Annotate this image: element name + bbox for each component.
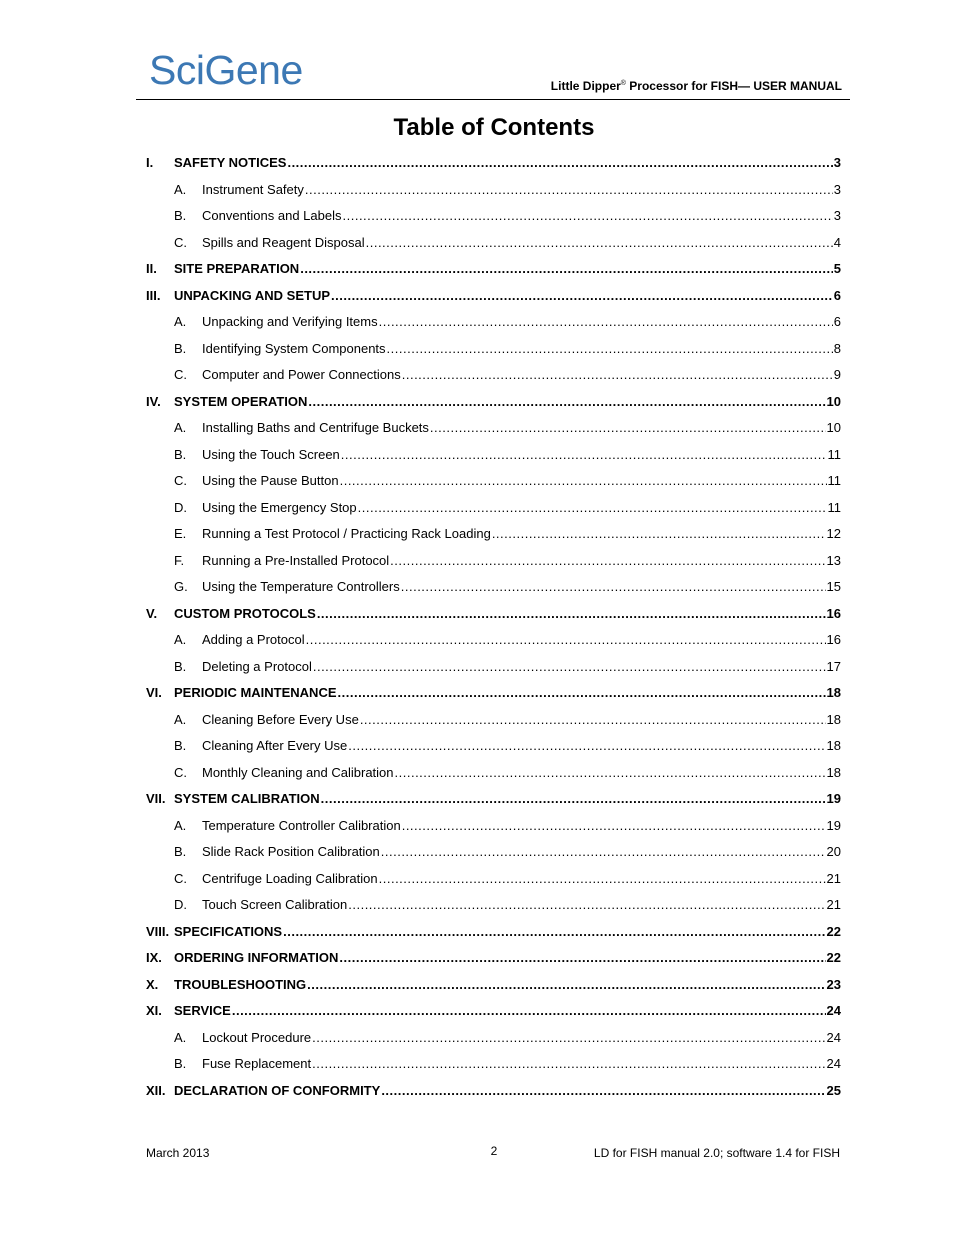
toc-entry-number: A. [174,632,187,647]
toc-entry-page: 24 [826,1056,841,1071]
toc-entry-page: 15 [826,579,841,594]
toc-dot-leader [331,283,833,310]
toc-dot-leader [312,1025,825,1052]
toc-entry-page: 16 [826,605,841,621]
toc-entry-number: VI. [146,685,162,700]
toc-dot-leader [379,866,826,893]
toc-entry-number: B. [174,738,187,753]
toc-dot-leader [313,654,826,681]
toc-subsection-entry[interactable] [146,892,841,919]
toc-entry-number: B. [174,446,187,462]
toc-entry-page: 17 [826,658,841,674]
toc-subsection-entry[interactable] [146,574,841,601]
toc-entry-number: C. [174,764,187,780]
toc-section-entry[interactable] [146,150,841,177]
toc-dot-leader [300,256,833,283]
toc-entry-label: Using the Emergency Stop [202,499,357,515]
toc-entry-number: A. [174,711,187,727]
toc-subsection-entry[interactable] [146,733,841,760]
toc-entry-page: 19 [826,791,841,806]
toc-section-entry[interactable] [146,919,841,946]
toc-entry-page: 6 [833,314,841,329]
toc-entry-number: D. [174,499,187,515]
toc-entry-label: SYSTEM CALIBRATION [174,791,320,806]
toc-dot-leader [401,574,826,601]
toc-entry-page: 23 [826,976,841,992]
toc-subsection-entry[interactable] [146,866,841,893]
toc-entry-label: Running a Pre-Installed Protocol [202,552,390,568]
toc-entry-page: 25 [826,1082,841,1098]
toc-dot-leader [321,786,826,813]
toc-entry-page: 3 [833,181,841,197]
toc-subsection-entry[interactable] [146,813,841,840]
toc-entry-page: 10 [826,420,841,435]
toc-entry-number: C. [174,234,187,250]
toc-dot-leader [381,839,826,866]
toc-dot-leader [343,203,833,230]
toc-entry-label: CUSTOM PROTOCOLS [174,605,316,621]
toc-dot-leader [307,972,825,999]
toc-entry-label: SYSTEM OPERATION [174,393,308,409]
scigene-logo: SciGene [149,47,303,93]
toc-entry-page: 6 [833,287,841,303]
toc-entry-number: B. [174,844,187,859]
toc-entry-label: Slide Rack Position Calibration [202,844,380,859]
toc-entry-number: II. [146,261,157,276]
toc-entry-label: Running a Test Protocol / Practicing Rack Loading [202,526,491,541]
toc-section-entry[interactable] [146,283,841,310]
toc-entry-page: 22 [826,923,841,939]
toc-entry-page: 24 [826,1003,841,1018]
toc-entry-page: 11 [827,499,841,515]
toc-dot-leader [348,733,825,760]
toc-entry-number: A. [174,1029,187,1045]
toc-entry-number: C. [174,473,187,488]
toc-dot-leader [305,177,833,204]
toc-subsection-entry[interactable] [146,336,841,363]
toc-entry-number: III. [146,287,161,303]
toc-dot-leader [341,442,827,469]
toc-entry-number: VIII. [146,923,170,939]
toc-entry-number: E. [174,526,187,541]
toc-entry-number: IX. [146,950,162,965]
header-title-rest: Processor for FISH— USER MANUAL [625,79,842,93]
toc-entry-label: SAFETY NOTICES [174,155,287,170]
toc-entry-number: A. [174,420,187,435]
manual-header-title [551,79,842,93]
toc-dot-leader [312,1051,825,1078]
toc-dot-leader [360,707,826,734]
toc-heading: Table of Contents [393,114,595,141]
toc-entry-number: B. [174,658,187,674]
toc-entry-label: Installing Baths and Centrifuge Buckets [202,420,429,435]
toc-entry-page: 19 [826,817,841,833]
toc-entry-label: Fuse Replacement [202,1056,312,1071]
toc-dot-leader [317,601,826,628]
toc-entry-page: 9 [833,367,841,382]
toc-entry-label: Computer and Power Connections [202,367,401,382]
toc-dot-leader [395,760,826,787]
toc-entry-page: 24 [826,1029,841,1045]
toc-dot-leader [358,495,827,522]
toc-subsection-entry[interactable] [146,1051,841,1078]
toc-entry-page: 20 [826,844,841,859]
toc-entry-number: C. [174,870,187,886]
toc-entry-label: TROUBLESHOOTING [174,976,307,992]
toc-dot-leader [283,919,825,946]
toc-section-entry[interactable] [146,998,841,1025]
toc-dot-leader [340,468,827,495]
header-title-product: Little Dipper [550,79,621,93]
toc-entry-page: 4 [833,234,841,250]
toc-entry-number: X. [146,976,159,992]
registered-mark: ® [620,80,626,87]
toc-entry-page: 3 [833,208,841,223]
toc-dot-leader [338,680,826,707]
toc-entry-page: 18 [826,738,841,753]
toc-entry-label: Centrifuge Loading Calibration [202,870,378,886]
toc-subsection-entry[interactable] [146,654,841,681]
table-of-contents [146,150,841,1104]
toc-entry-label: Identifying System Components [202,340,386,356]
header-divider [136,99,850,100]
toc-subsection-entry[interactable] [146,309,841,336]
toc-entry-label: Touch Screen Calibration [202,897,348,912]
toc-entry-page: 11 [827,473,841,488]
toc-entry-number: C. [174,367,187,382]
toc-section-entry[interactable] [146,680,841,707]
toc-entry-page: 8 [833,340,841,356]
toc-entry-label: SERVICE [174,1003,231,1018]
toc-subsection-entry[interactable] [146,177,841,204]
toc-entry-number: A. [174,817,187,833]
toc-section-entry[interactable] [146,972,841,999]
toc-dot-leader [381,1078,825,1105]
toc-entry-label: PERIODIC MAINTENANCE [174,685,337,700]
toc-subsection-entry[interactable] [146,760,841,787]
toc-entry-number: F. [174,552,185,568]
toc-entry-page: 18 [826,764,841,780]
toc-dot-leader [402,813,826,840]
toc-dot-leader [306,627,826,654]
toc-entry-number: A. [174,181,187,197]
toc-dot-leader [232,998,826,1025]
toc-entry-label: Using the Temperature Controllers [202,579,400,594]
toc-dot-leader [387,336,833,363]
toc-dot-leader [287,150,832,177]
toc-entry-number: IV. [146,393,161,409]
toc-entry-label: SPECIFICATIONS [174,923,283,939]
toc-section-entry[interactable] [146,945,841,972]
toc-entry-label: Using the Pause Button [202,473,339,488]
toc-entry-number: XI. [146,1003,162,1018]
footer-version: LD for FISH manual 2.0; software 1.4 for FISH [593,1146,840,1160]
toc-entry-page: 21 [826,870,841,886]
toc-entry-page: 18 [826,711,841,727]
footer-date: March 2013 [146,1146,210,1160]
toc-entry-label: Monthly Cleaning and Calibration [202,764,394,780]
toc-subsection-entry[interactable] [146,468,841,495]
toc-subsection-entry[interactable] [146,839,841,866]
toc-entry-label: Temperature Controller Calibration [202,817,401,833]
toc-entry-number: I. [146,155,154,170]
footer-page-number: 2 [490,1144,498,1158]
toc-entry-label: DECLARATION OF CONFORMITY [174,1082,381,1098]
toc-subsection-entry[interactable] [146,415,841,442]
toc-dot-leader [366,230,833,257]
toc-entry-label: UNPACKING AND SETUP [174,287,331,303]
toc-entry-label: Cleaning After Every Use [202,738,348,753]
toc-entry-label: Conventions and Labels [202,208,342,223]
toc-entry-label: Lockout Procedure [202,1029,312,1045]
toc-dot-leader [308,389,825,416]
toc-entry-page: 18 [826,685,841,700]
toc-entry-label: Using the Touch Screen [202,446,340,462]
toc-subsection-entry[interactable] [146,362,841,389]
toc-section-entry[interactable] [146,786,841,813]
toc-entry-label: Cleaning Before Every Use [202,711,359,727]
toc-subsection-entry[interactable] [146,495,841,522]
toc-subsection-entry[interactable] [146,442,841,469]
toc-entry-number: VII. [146,791,166,806]
toc-section-entry[interactable] [146,389,841,416]
toc-entry-number: G. [174,579,188,594]
toc-dot-leader [390,548,825,575]
toc-subsection-entry[interactable] [146,707,841,734]
toc-entry-label: Deleting a Protocol [202,658,312,674]
toc-entry-page: 21 [826,897,841,912]
toc-entry-label: SITE PREPARATION [174,261,300,276]
toc-dot-leader [339,945,825,972]
toc-entry-page: 16 [826,632,841,647]
toc-entry-number: D. [174,897,187,912]
toc-entry-label: ORDERING INFORMATION [174,950,339,965]
toc-subsection-entry[interactable] [146,1025,841,1052]
toc-section-entry[interactable] [146,601,841,628]
toc-entry-page: 3 [833,155,841,170]
toc-subsection-entry[interactable] [146,203,841,230]
toc-dot-leader [430,415,826,442]
toc-subsection-entry[interactable] [146,521,841,548]
toc-subsection-entry[interactable] [146,230,841,257]
toc-section-entry[interactable] [146,1078,841,1105]
toc-entry-page: 5 [833,261,841,276]
toc-entry-number: B. [174,340,187,356]
toc-entry-number: B. [174,208,187,223]
toc-entry-label: Unpacking and Verifying Items [202,314,378,329]
toc-entry-page: 13 [826,552,841,568]
toc-entry-label: Instrument Safety [202,181,304,197]
toc-dot-leader [348,892,825,919]
toc-entry-page: 11 [827,446,841,462]
toc-entry-page: 12 [826,526,841,541]
toc-entry-page: 22 [826,950,841,965]
toc-dot-leader [492,521,826,548]
toc-entry-number: V. [146,605,158,621]
toc-subsection-entry[interactable] [146,627,841,654]
toc-subsection-entry[interactable] [146,548,841,575]
toc-entry-number: XII. [146,1082,166,1098]
toc-entry-label: Adding a Protocol [202,632,305,647]
toc-entry-label: Spills and Reagent Disposal [202,234,365,250]
toc-dot-leader [379,309,833,336]
toc-entry-page: 10 [826,393,841,409]
toc-entry-number: A. [174,314,187,329]
toc-section-entry[interactable] [146,256,841,283]
toc-entry-number: B. [174,1056,187,1071]
toc-dot-leader [402,362,833,389]
